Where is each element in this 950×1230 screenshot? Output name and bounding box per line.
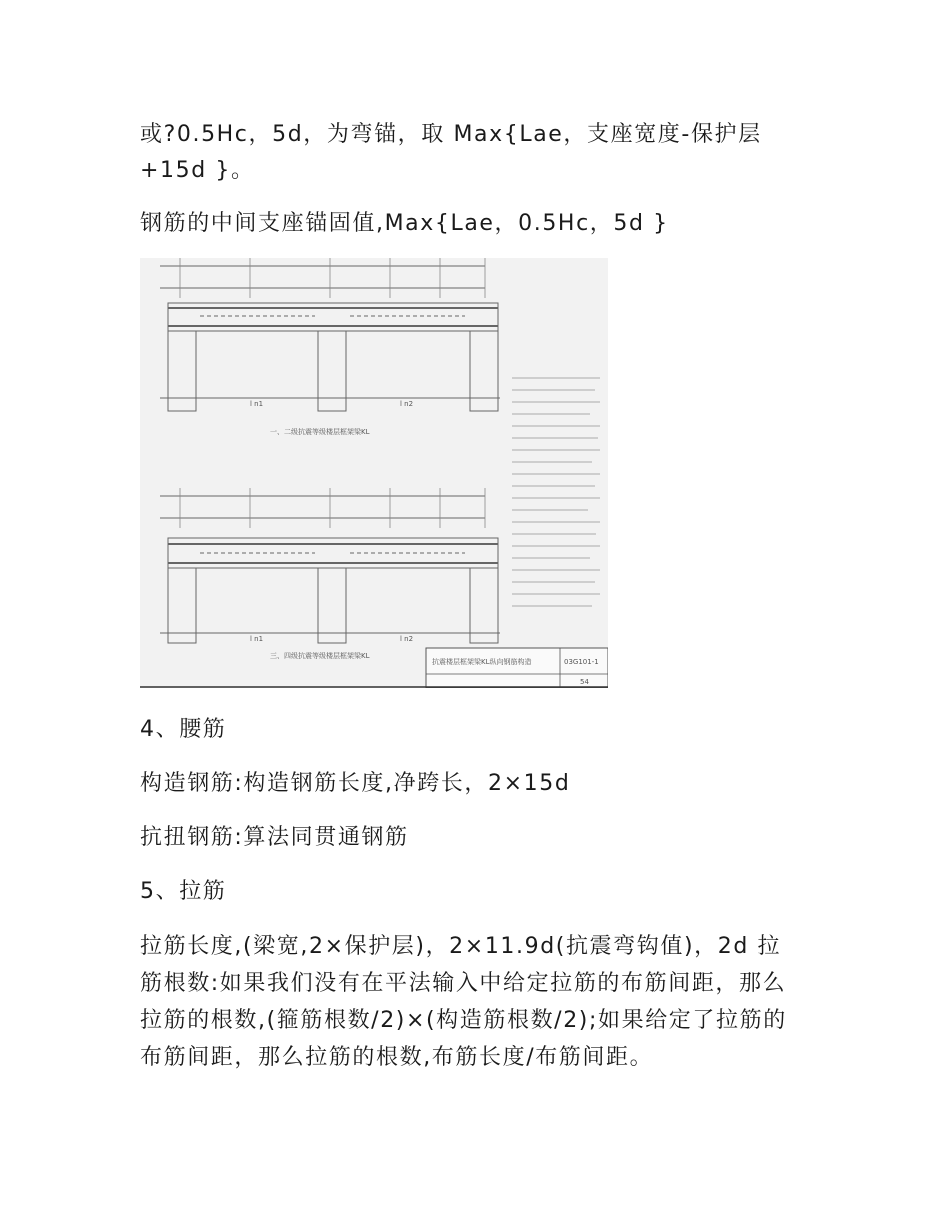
- paragraph-line: 钢筋的中间支座锚固值,Max{Lae，0.5Hc，5d }: [140, 211, 669, 236]
- paragraph-line: 或?0.5Hc，5d，为弯锚，取 Max{Lae，支座宽度-保护层: [140, 122, 762, 147]
- figure-caption-lower: 三、四级抗震等级楼层框架梁KL: [270, 652, 370, 660]
- atlas-number: 03G101-1: [564, 658, 599, 666]
- figure-caption-upper: 一、二级抗震等级楼层框架梁KL: [270, 428, 370, 436]
- paragraph-line: 筋根数:如果我们没有在平法输入中给定拉筋的布筋间距，那么: [140, 971, 787, 996]
- section-heading: 5、拉筋: [140, 879, 227, 904]
- span-label: l n1: [250, 635, 264, 643]
- span-label: l n1: [250, 400, 264, 408]
- paragraph-line: 布筋间距，那么拉筋的根数,布筋长度/布筋间距。: [140, 1045, 654, 1070]
- span-label: l n2: [400, 400, 414, 408]
- paragraph-line: 构造钢筋:构造钢筋长度,净跨长，2×15d: [140, 771, 571, 796]
- rebar-diagram-figure: [140, 258, 608, 688]
- paragraph-line: 抗扭钢筋:算法同贯通钢筋: [140, 825, 409, 850]
- section-heading: 4、腰筋: [140, 717, 227, 742]
- page-number: 54: [580, 678, 589, 686]
- paragraph-line: +15d }。: [140, 158, 255, 183]
- paragraph-line: 拉筋长度,(梁宽,2×保护层)，2×11.9d(抗震弯钩值)，2d 拉: [140, 934, 782, 959]
- title-block-text: 抗震楼层框架梁KL纵向钢筋构造: [432, 658, 532, 666]
- paragraph-line: 拉筋的根数,(箍筋根数/2)×(构造筋根数/2);如果给定了拉筋的: [140, 1008, 787, 1033]
- span-label: l n2: [400, 635, 414, 643]
